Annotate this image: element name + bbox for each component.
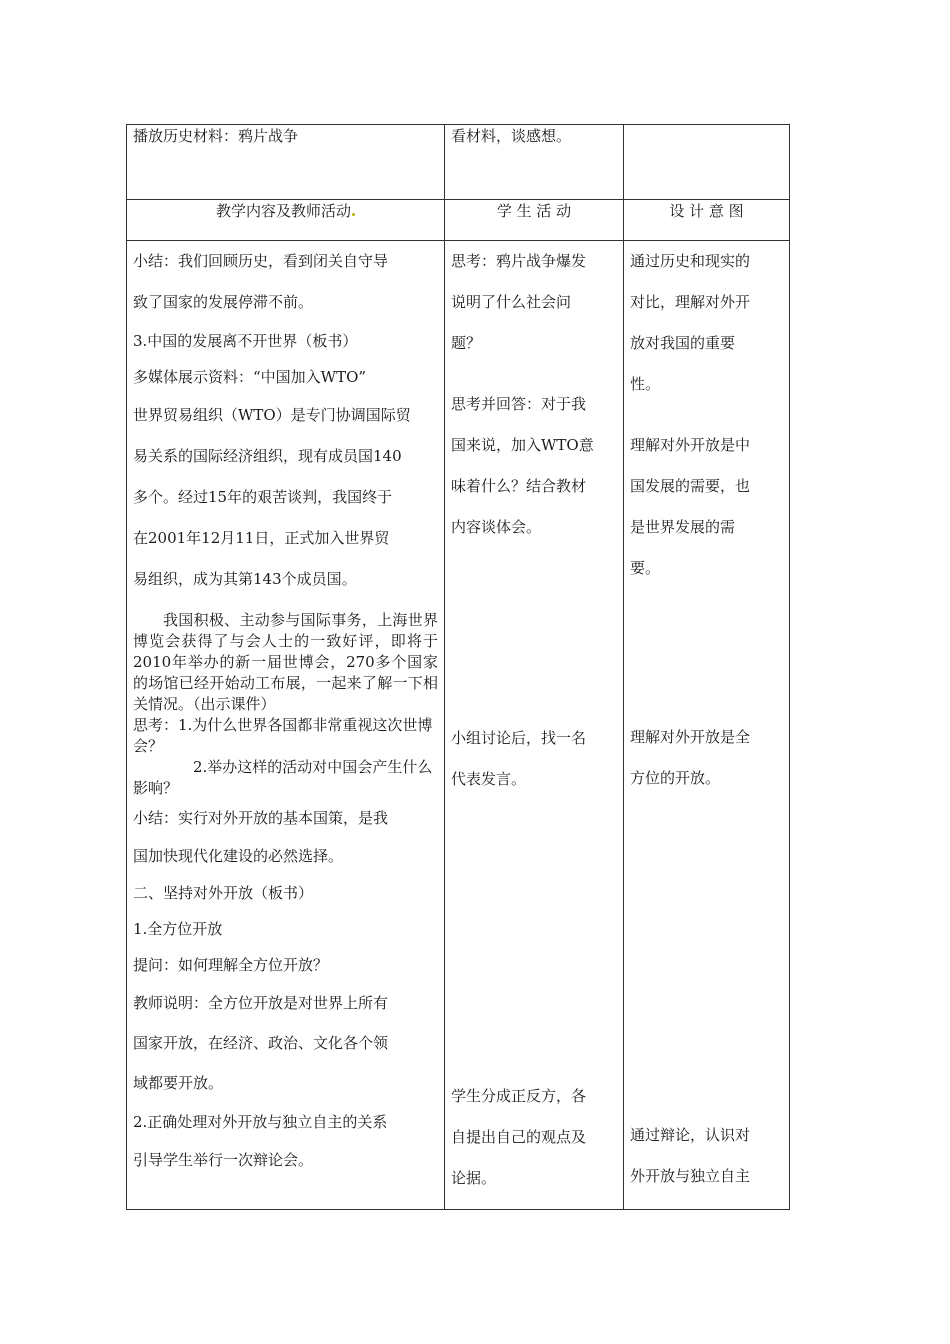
text-line: 说明了什么社会问 <box>451 293 572 311</box>
text-line: 多个。经过15年的艰苦谈判，我国终于 <box>133 488 393 506</box>
text-line: 对比，理解对外开 <box>630 293 751 311</box>
cell-text: 播放历史材料：鸦片战争 <box>133 127 299 145</box>
text-line: 世界贸易组织（WTO）是专门协调国际贸 <box>133 406 411 424</box>
section-subheading: 1.全方位开放 <box>133 920 223 938</box>
text-line: 引导学生举行一次辩论会。 <box>133 1151 314 1169</box>
text-line: 国来说，加入WTO意 <box>451 436 594 454</box>
cell-student-activity <box>445 241 624 1210</box>
cell-teacher-top <box>127 125 445 200</box>
text-block <box>133 983 438 1103</box>
table-row <box>127 241 790 1210</box>
cell-text: 看材料，谈感想。 <box>451 127 572 145</box>
section-subheading: 2.正确处理对外开放与独立自主的关系 <box>133 1113 388 1131</box>
text-line: 域都要开放。 <box>133 1074 224 1092</box>
section-heading: 二、坚持对外开放（板书） <box>133 884 314 902</box>
text-line: 理解对外开放是全 <box>630 728 751 746</box>
text-line: 通过辩论，认识对 <box>630 1126 751 1144</box>
header-text: 设 计 意 图 <box>669 202 744 220</box>
text-line: 题？ <box>451 334 482 352</box>
text-line: 思考：鸦片战争爆发 <box>451 252 587 270</box>
text-line: 提问：如何理解全方位开放？ <box>133 956 329 974</box>
text-line: 易组织，成为其第143个成员国。 <box>133 570 357 588</box>
text-line: 自提出自己的观点及 <box>451 1128 587 1146</box>
text-line: 理解对外开放是中 <box>630 436 751 454</box>
text-line: 通过历史和现实的 <box>630 252 751 270</box>
text-line: 性。 <box>630 375 661 393</box>
text-line: 小结：我们回顾历史，看到闭关自守导 <box>133 252 389 270</box>
text-block <box>630 425 783 589</box>
header-text: 教学内容及教师活动 <box>215 202 351 220</box>
cell-teacher-content <box>127 241 445 1210</box>
text-line: 国加快现代化建设的必然选择。 <box>133 847 344 865</box>
text-block <box>133 395 438 600</box>
text-block <box>451 1076 617 1199</box>
text-line: 小结：实行对外开放的基本国策，是我 <box>133 809 389 827</box>
question-2: 2.举办这样的活动对中国会产生什么影响？ <box>133 758 433 797</box>
text-line: 教师说明：全方位开放是对世界上所有 <box>133 994 389 1012</box>
text-line: 思考并回答：对于我 <box>451 395 587 413</box>
text-block <box>630 1115 783 1197</box>
text-block <box>630 717 783 799</box>
cell-intent-top <box>624 125 790 200</box>
text-line: 内容谈体会。 <box>451 518 542 536</box>
paragraph-expo: 我国积极、主动参与国际事务，上海世界博览会获得了与会人士的一致好评，即将于2010年举办的新一届世博会，270多个国家的场馆已经开始动工布展，一起来了解一下相关情况。（出示课件） <box>133 611 438 713</box>
marker-dot <box>352 213 355 216</box>
text-line: 3.中国的发展离不开世界（板书） <box>133 332 358 350</box>
text-line: 在2001年12月11日，正式加入世界贸 <box>133 529 390 547</box>
text-block <box>451 241 617 364</box>
cell-student-top <box>445 125 624 200</box>
text-block <box>133 241 438 323</box>
text-line: 致了国家的发展停滞不前。 <box>133 293 314 311</box>
text-line: 外开放与独立自主 <box>630 1167 751 1185</box>
text-line: 要。 <box>630 559 661 577</box>
text-line: 易关系的国际经济组织，现有成员国140 <box>133 447 402 465</box>
text-line: 国家开放，在经济、政治、文化各个领 <box>133 1034 389 1052</box>
text-line: 国发展的需要，也 <box>630 477 751 495</box>
text-block <box>133 875 438 983</box>
text-block <box>133 323 438 395</box>
text-block <box>630 241 783 405</box>
table-header-row <box>127 200 790 241</box>
text-block <box>451 718 617 800</box>
table-row <box>127 125 790 200</box>
text-line: 放对我国的重要 <box>630 334 736 352</box>
lesson-plan-table <box>126 124 790 1210</box>
header-text: 学 生 活 动 <box>496 202 572 220</box>
text-line: 是世界发展的需 <box>630 518 736 536</box>
header-teacher-activity <box>127 200 445 241</box>
question-1: 思考：1.为什么世界各国都非常重视这次世博会？ <box>133 716 433 755</box>
header-student-activity <box>445 200 624 241</box>
text-block <box>133 799 438 875</box>
text-block <box>133 1103 438 1179</box>
cell-design-intent <box>624 241 790 1210</box>
header-design-intent <box>624 200 790 241</box>
text-block <box>451 384 617 548</box>
text-line: 论据。 <box>451 1169 497 1187</box>
text-line: 代表发言。 <box>451 770 527 788</box>
text-line: 多媒体展示资料：“中国加入WTO” <box>133 368 367 386</box>
text-line: 味着什么？结合教材 <box>451 477 587 495</box>
text-line: 方位的开放。 <box>630 769 721 787</box>
text-line: 学生分成正反方，各 <box>451 1087 587 1105</box>
text-line: 小组讨论后，找一名 <box>451 729 587 747</box>
